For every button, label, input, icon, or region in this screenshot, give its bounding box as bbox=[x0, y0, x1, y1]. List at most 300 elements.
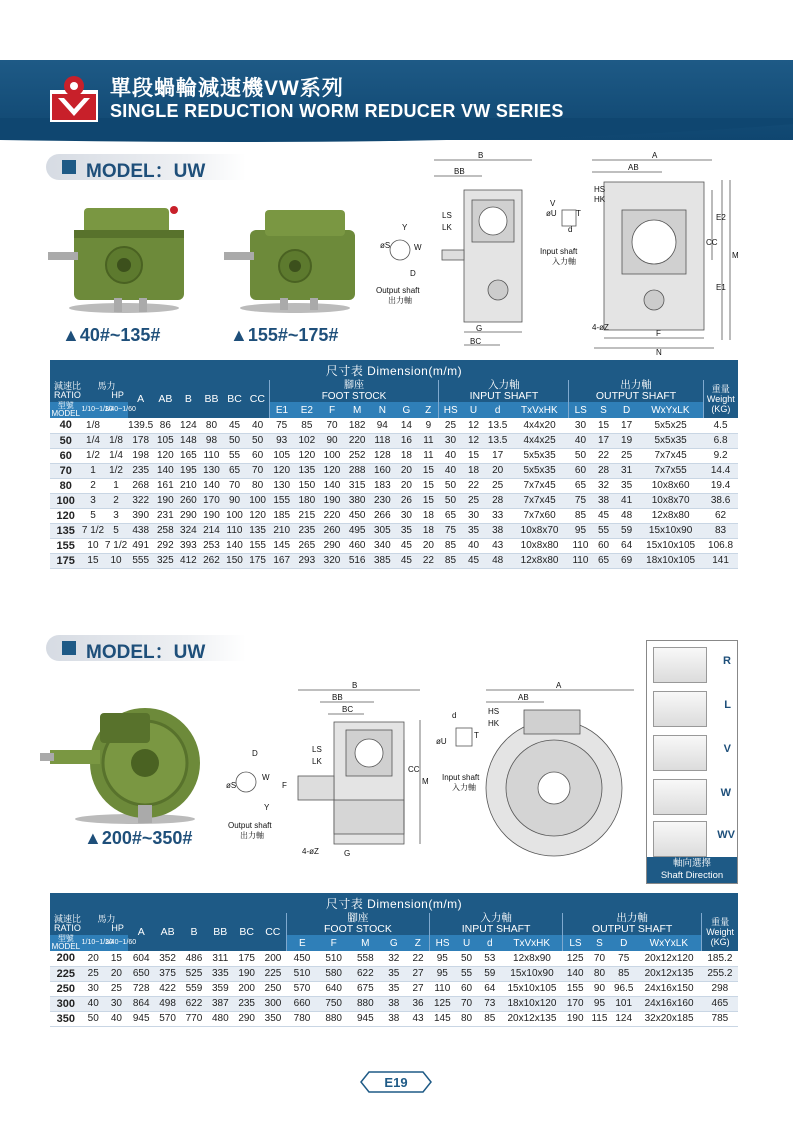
table-cell: 486 bbox=[181, 951, 207, 966]
shaft-option-r: R bbox=[649, 643, 737, 687]
table-cell: 250 bbox=[50, 981, 82, 996]
table-cell: 125 bbox=[563, 951, 588, 966]
svg-text:d: d bbox=[452, 711, 457, 720]
table-cell: 73 bbox=[478, 996, 501, 1011]
table-cell: 7 1/2 bbox=[104, 540, 128, 551]
table-cell: 770 bbox=[181, 1011, 207, 1026]
table-cell: 200 bbox=[50, 951, 82, 966]
table-cell: 50 bbox=[569, 448, 592, 463]
table-cell: 20 bbox=[105, 966, 128, 981]
table-cell: 292 bbox=[154, 538, 177, 553]
output-shaft-header: 出力軸 OUTPUT SHAFT bbox=[569, 380, 703, 402]
table-cell: 570 bbox=[154, 1011, 180, 1026]
table-cell: 19.4 bbox=[703, 478, 738, 493]
table-cell: 498 bbox=[154, 996, 180, 1011]
table-cell: 15 bbox=[418, 478, 439, 493]
table-cell: 22 bbox=[592, 448, 615, 463]
table-cell: 135 bbox=[50, 523, 81, 538]
table-cell: 175 bbox=[246, 553, 269, 568]
table-cell: 28 bbox=[485, 493, 510, 508]
table-cell: 175 bbox=[233, 951, 259, 966]
table-cell: 120 bbox=[294, 448, 319, 463]
table-cell: 15 bbox=[81, 553, 104, 568]
table-cell: 300 bbox=[50, 996, 82, 1011]
table-cell: 185 bbox=[269, 508, 294, 523]
table-cell: 65 bbox=[439, 508, 462, 523]
reducer-diagram-icon bbox=[653, 691, 707, 727]
photo1-caption: ▲40#~135# bbox=[62, 325, 161, 345]
table-cell: 65 bbox=[223, 463, 246, 478]
table-cell: 120 bbox=[319, 463, 344, 478]
table-cell: 40 bbox=[246, 418, 269, 433]
svg-text:HK: HK bbox=[488, 719, 500, 728]
svg-text:HS: HS bbox=[488, 707, 500, 716]
table-cell: 190 bbox=[319, 493, 344, 508]
table-cell: 167 bbox=[269, 553, 294, 568]
table-cell: 260 bbox=[319, 523, 344, 538]
shaft-option-wv: WV bbox=[649, 817, 737, 857]
table-cell: 100 bbox=[50, 493, 81, 508]
table-row bbox=[50, 418, 738, 433]
table-cell: 268 bbox=[128, 478, 154, 493]
table-cell: 18 bbox=[395, 448, 418, 463]
table-cell: 50 bbox=[82, 1011, 105, 1026]
table-cell: 640 bbox=[318, 981, 350, 996]
table-cell: 80 bbox=[455, 1011, 478, 1026]
table-cell: 26 bbox=[395, 493, 418, 508]
table-cell: 18x10x105 bbox=[638, 553, 703, 568]
output-shaft-header-2: 出力軸 OUTPUT SHAFT bbox=[563, 913, 702, 935]
svg-text:4-øZ: 4-øZ bbox=[302, 847, 319, 856]
shaft-direction-caption: 軸向選擇 Shaft Direction bbox=[647, 857, 737, 883]
table-cell: 190 bbox=[233, 966, 259, 981]
table-row bbox=[50, 463, 738, 478]
svg-text:HS: HS bbox=[594, 185, 606, 194]
table-cell: 650 bbox=[128, 966, 154, 981]
table-cell: 75 bbox=[611, 951, 636, 966]
page-number-badge bbox=[355, 1068, 437, 1096]
table-cell: 110 bbox=[569, 538, 592, 553]
table-cell: 253 bbox=[200, 538, 223, 553]
reducer-diagram-icon bbox=[653, 779, 707, 815]
table-cell: 50 bbox=[223, 433, 246, 448]
table-cell: 5 bbox=[105, 523, 128, 538]
svg-text:LK: LK bbox=[312, 757, 322, 766]
table-cell: 95 bbox=[430, 951, 455, 966]
table-cell: 75 bbox=[269, 418, 294, 433]
table-cell: 15x10x90 bbox=[638, 523, 703, 538]
table-cell: 622 bbox=[181, 996, 207, 1011]
svg-text:Y: Y bbox=[264, 803, 270, 812]
table-cell: 55 bbox=[455, 966, 478, 981]
svg-text:G: G bbox=[476, 324, 483, 333]
table-cell: 22 bbox=[418, 553, 439, 568]
table-cell: 85 bbox=[294, 418, 319, 433]
table-cell: 235 bbox=[233, 996, 259, 1011]
table-cell: 18 bbox=[418, 523, 439, 538]
svg-text:T: T bbox=[474, 731, 479, 740]
table-cell: 62 bbox=[703, 508, 738, 523]
table-cell: 75 bbox=[439, 523, 462, 538]
dimension-table-1: 尺寸表 Dimension(m/m) 減速比 馬力 RATIO HP A AB B BB BC CC 腳座 FOOT STOCK 入力軸 INPUT SHAFT 出力軸 OUTPUT SHAFT 重量 Weight (KG) 型號 MODEL 1/10~1/30 1/40~1/60 E1 E2 F M N G Z HS U d TxVxHK LS S D WxYxLK 40 1/8 139.5 86 124 80 45 40 75 85 70 182 94 14 9 25 12 13.5 4x4x20 30 15 17 5x5x25 4.5 50 1/4 1/8 178 105 148 98 50 50 93 102 90 220 118 16 11 30 12 13.5 4x4x25 40 17 19 5x5x35 6.8 60 1/2 1/4 198 120 165 110 55 60 105 120 100 252 128 18 11 40 15 17 5x5x35 50 22 25 7x7x45 9.2 70 1 1/2 235 140 195 130 65 70 120 135 120 288 160 20 15 40 18 20 5x5x35 60 28 31 7x7x55 14.4 80 2 1 268 161 210 140 70 80 130 150 140 315 183 20 15 50 22 25 7x7x45 65 32 35 10x8x60 19.4 100 3 2 322 190 260 170 90 100 155 180 190 380 230 26 15 50 25 28 7x7x45 75 38 41 10x8x70 38.6 120 5 3 390 231 290 190 100 120 185 215 220 450 266 30 18 65 30 33 7x7x60 85 45 48 12x8x80 62 135 7 1/2 5 438 258 324 214 110 135 210 235 260 495 305 35 18 75 35 38 10x8x70 95 55 59 15x10x90 83 155 10 7 1/2 491 292 393 253 140 155 145 265 290 460 340 45 20 85 40 43 10x8x80 110 60 64 15x10x105 106.8 175 15 10 555 325 412 262 150 175 167 293 320 516 385 45 22 85 45 48 12x8x80 110 65 69 18x10x105 141 bbox=[50, 360, 738, 569]
table-cell: 1/4 bbox=[81, 433, 104, 448]
table-cell: 510 bbox=[318, 951, 350, 966]
table-cell: 41 bbox=[615, 493, 638, 508]
table-cell: 31 bbox=[615, 463, 638, 478]
table-cell: 35 bbox=[395, 523, 418, 538]
svg-text:LS: LS bbox=[442, 211, 452, 220]
table-cell: 2 bbox=[81, 478, 104, 493]
reducer-photo-small bbox=[44, 190, 204, 315]
table-cell: 35 bbox=[381, 966, 406, 981]
svg-text:E2: E2 bbox=[716, 213, 726, 222]
table-cell: 128 bbox=[370, 448, 395, 463]
reducer-photo-large bbox=[220, 200, 370, 315]
table-cell: 148 bbox=[177, 433, 200, 448]
table-cell: 750 bbox=[318, 996, 350, 1011]
table-cell: 38 bbox=[592, 493, 615, 508]
table-cell: 161 bbox=[154, 478, 177, 493]
table-cell: 40 bbox=[439, 448, 462, 463]
table-cell: 12x8x80 bbox=[510, 553, 569, 568]
table-cell: 60 bbox=[246, 448, 269, 463]
table-cell bbox=[105, 418, 128, 433]
table-cell: 85 bbox=[439, 538, 462, 553]
table-cell: 214 bbox=[200, 523, 223, 538]
table-cell: 59 bbox=[615, 523, 638, 538]
table-cell: 18 bbox=[418, 508, 439, 523]
table-cell: 15 bbox=[418, 463, 439, 478]
table-cell: 390 bbox=[128, 508, 154, 523]
table-cell: 305 bbox=[370, 523, 395, 538]
svg-text:øU: øU bbox=[546, 209, 557, 218]
table-cell: 40 bbox=[439, 463, 462, 478]
table-cell: 322 bbox=[128, 493, 154, 508]
table-cell: 5x5x35 bbox=[510, 463, 569, 478]
table-row bbox=[50, 448, 738, 463]
table-cell: 25 bbox=[439, 418, 462, 433]
svg-text:BB: BB bbox=[454, 167, 465, 176]
table-cell: 231 bbox=[154, 508, 177, 523]
table-cell: 324 bbox=[177, 523, 200, 538]
table-cell: 65 bbox=[569, 478, 592, 493]
svg-text:F: F bbox=[656, 329, 661, 338]
table-cell: 555 bbox=[128, 553, 154, 568]
table-cell: 230 bbox=[370, 493, 395, 508]
table-cell: 86 bbox=[154, 418, 177, 433]
table-cell: 5x5x35 bbox=[510, 448, 569, 463]
table-cell: 100 bbox=[223, 508, 246, 523]
table-cell: 36 bbox=[406, 996, 429, 1011]
table-cell: 3 bbox=[81, 493, 104, 508]
table-cell: 375 bbox=[154, 966, 180, 981]
svg-text:øU: øU bbox=[436, 737, 447, 746]
table-cell: 880 bbox=[349, 996, 381, 1011]
table-cell: 7 1/2 bbox=[81, 525, 105, 536]
table-cell: 210 bbox=[177, 478, 200, 493]
table-cell: 22 bbox=[406, 951, 429, 966]
table-cell: 380 bbox=[345, 493, 370, 508]
weight-header: 重量 Weight (KG) bbox=[703, 380, 738, 418]
table-cell: 450 bbox=[286, 951, 318, 966]
table-cell: 118 bbox=[370, 433, 395, 448]
table-cell: 13.5 bbox=[485, 418, 510, 433]
svg-text:D: D bbox=[252, 749, 258, 758]
table-cell: 43 bbox=[485, 538, 510, 553]
square-bullet-icon bbox=[62, 160, 76, 174]
table-cell: 155 bbox=[50, 538, 81, 553]
table-cell: 335 bbox=[207, 966, 233, 981]
table-row bbox=[50, 508, 738, 523]
table-cell: 30 bbox=[395, 508, 418, 523]
table-cell: 422 bbox=[154, 981, 180, 996]
table-cell: 30 bbox=[105, 996, 128, 1011]
table-cell: 59 bbox=[478, 966, 501, 981]
table-cell: 30 bbox=[82, 981, 105, 996]
reducer-photo-round bbox=[40, 695, 210, 825]
table-cell: 13.5 bbox=[485, 433, 510, 448]
reducer-diagram-icon bbox=[653, 821, 707, 857]
table-cell: 359 bbox=[207, 981, 233, 996]
svg-text:T: T bbox=[576, 209, 581, 218]
table-cell: 11 bbox=[418, 448, 439, 463]
table-cell: 141 bbox=[703, 553, 738, 568]
table-cell: 35 bbox=[381, 981, 406, 996]
page-title-cn: 單段蝸輪減速機VW系列 bbox=[110, 77, 344, 100]
table-cell: 198 bbox=[128, 448, 154, 463]
table-cell: 95 bbox=[430, 966, 455, 981]
table-cell: 15 bbox=[105, 951, 128, 966]
table-cell: 438 bbox=[128, 523, 154, 538]
table-cell: 30 bbox=[569, 418, 592, 433]
table-cell: 43 bbox=[406, 1011, 429, 1026]
table-cell: 50 bbox=[439, 493, 462, 508]
table-cell: 55 bbox=[592, 523, 615, 538]
table-cell: 155 bbox=[269, 493, 294, 508]
table-cell: 220 bbox=[319, 508, 344, 523]
table-cell: 185.2 bbox=[702, 951, 738, 966]
table-cell: 255.2 bbox=[702, 966, 738, 981]
table-cell: 290 bbox=[319, 538, 344, 553]
table-cell: 491 bbox=[128, 538, 154, 553]
table-cell: 30 bbox=[439, 433, 462, 448]
table-cell: 20x12x135 bbox=[636, 966, 701, 981]
table-cell: 19 bbox=[615, 433, 638, 448]
table-row bbox=[50, 433, 738, 448]
table-cell: 182 bbox=[345, 418, 370, 433]
table-cell: 38 bbox=[485, 523, 510, 538]
table-row bbox=[50, 966, 738, 981]
table-cell: 7x7x55 bbox=[638, 463, 703, 478]
table-cell: 18x10x120 bbox=[501, 996, 562, 1011]
table-cell: 14 bbox=[395, 418, 418, 433]
table-cell: 3 bbox=[105, 508, 128, 523]
table-cell: 110 bbox=[569, 553, 592, 568]
table-cell: 4x4x20 bbox=[510, 418, 569, 433]
table-cell: 258 bbox=[154, 523, 177, 538]
table-cell: 178 bbox=[128, 433, 154, 448]
table-cell: 48 bbox=[485, 553, 510, 568]
table-row bbox=[50, 493, 738, 508]
table-cell: 12x8x80 bbox=[638, 508, 703, 523]
table-cell: 139.5 bbox=[128, 418, 154, 433]
table-cell: 150 bbox=[223, 553, 246, 568]
reducer-diagram-icon bbox=[653, 647, 707, 683]
table-cell: 14.4 bbox=[703, 463, 738, 478]
table-cell: 25 bbox=[105, 981, 128, 996]
table-cell: 70 bbox=[455, 996, 478, 1011]
table-cell: 95 bbox=[569, 523, 592, 538]
table-cell: 15 bbox=[462, 448, 485, 463]
table-cell: 17 bbox=[592, 433, 615, 448]
ratio-hp-header: 減速比 馬力 RATIO HP bbox=[54, 381, 124, 400]
svg-text:Y: Y bbox=[402, 223, 408, 232]
svg-text:HK: HK bbox=[594, 195, 606, 204]
photo2-caption: ▲155#~175# bbox=[230, 325, 339, 345]
table-cell: 140 bbox=[563, 966, 588, 981]
table-cell: 155 bbox=[246, 538, 269, 553]
page-title-en: SINGLE REDUCTION WORM REDUCER VW SERIES bbox=[110, 101, 564, 121]
table-cell: 785 bbox=[702, 1011, 738, 1026]
table-cell: 130 bbox=[200, 463, 223, 478]
svg-text:入力軸: 入力軸 bbox=[452, 783, 476, 792]
table-cell: 101 bbox=[611, 996, 636, 1011]
table-cell: 70 bbox=[246, 463, 269, 478]
table-cell: 140 bbox=[154, 463, 177, 478]
table-cell: 2 bbox=[105, 493, 128, 508]
svg-text:øS: øS bbox=[226, 781, 237, 790]
table-cell: 945 bbox=[128, 1011, 154, 1026]
table-cell: 315 bbox=[345, 478, 370, 493]
svg-text:Input shaft: Input shaft bbox=[540, 247, 578, 256]
table-cell: 33 bbox=[485, 508, 510, 523]
table-cell: 1/2 bbox=[105, 463, 128, 478]
svg-text:入力軸: 入力軸 bbox=[552, 257, 576, 266]
table-cell: 38.6 bbox=[703, 493, 738, 508]
table-cell: 220 bbox=[345, 433, 370, 448]
table-cell: 25 bbox=[82, 966, 105, 981]
shaft-option-v: V bbox=[649, 731, 737, 775]
table-cell: 110 bbox=[430, 981, 455, 996]
table-cell: 290 bbox=[233, 1011, 259, 1026]
table-cell: 45 bbox=[592, 508, 615, 523]
table-cell: 45 bbox=[395, 538, 418, 553]
svg-text:BC: BC bbox=[342, 705, 354, 714]
table-cell: 20 bbox=[82, 951, 105, 966]
table-cell: 880 bbox=[318, 1011, 350, 1026]
table-cell: 130 bbox=[269, 478, 294, 493]
table-cell: 15x10x90 bbox=[501, 966, 562, 981]
table-cell: 200 bbox=[260, 951, 286, 966]
table-cell: 22 bbox=[462, 478, 485, 493]
svg-text:Output shaft: Output shaft bbox=[228, 821, 272, 830]
table-cell: 64 bbox=[615, 538, 638, 553]
table-cell: 105 bbox=[154, 433, 177, 448]
table-cell: 190 bbox=[154, 493, 177, 508]
table-cell: 1/4 bbox=[105, 448, 128, 463]
table1-title: 尺寸表 Dimension(m/m) bbox=[50, 360, 738, 380]
table-cell: 15 bbox=[418, 493, 439, 508]
table-row bbox=[50, 951, 738, 966]
table-cell: 85 bbox=[569, 508, 592, 523]
svg-text:E1: E1 bbox=[716, 283, 726, 292]
table-row bbox=[50, 553, 738, 568]
table-cell: 15x10x105 bbox=[638, 538, 703, 553]
table-cell: 85 bbox=[439, 553, 462, 568]
table-cell: 190 bbox=[563, 1011, 588, 1026]
svg-text:E19: E19 bbox=[384, 1075, 408, 1090]
table-cell: 100 bbox=[319, 448, 344, 463]
table-cell: 10x8x70 bbox=[638, 493, 703, 508]
table-cell: 40 bbox=[462, 538, 485, 553]
table-cell: 120 bbox=[50, 508, 81, 523]
svg-text:Input shaft: Input shaft bbox=[442, 773, 480, 782]
table-cell: 35 bbox=[462, 523, 485, 538]
input-shaft-header-2: 入力軸 INPUT SHAFT bbox=[430, 913, 563, 935]
table-row bbox=[50, 538, 738, 553]
dimension-table-2: 尺寸表 Dimension(m/m) 減速比 馬力 RATIO HP A AB B BB BC CC 腳座 FOOT STOCK 入力軸 INPUT SHAFT 出力軸 OUTPUT SHAFT 重量 Weight (KG) 型號 MODEL 1/10~1/30 1/40~1/60 E F M G Z HS U d TxVxHK LS S D WxYxLK 200 20 15 604 352 486 311 175 200 450 510 558 32 22 95 50 53 12x8x90 125 70 75 20x12x120 185.2 225 25 20 650 375 525 335 190 225 510 580 622 35 27 95 55 59 15x10x90 140 80 85 20x12x135 255.2 250 30 25 728 422 559 359 200 250 570 640 675 35 27 110 60 64 15x10x105 155 90 96.5 24x16x150 298 300 40 30 864 498 622 387 235 300 660 750 880 38 36 125 70 73 18x10x120 170 95 101 24x16x160 465 350 50 40 945 570 770 480 290 350 780 880 945 38 43 145 80 85 20x12x135 190 115 124 32x20x185 785 bbox=[50, 893, 738, 1027]
table-cell: 780 bbox=[286, 1011, 318, 1026]
table-cell: 75 bbox=[569, 493, 592, 508]
shaft-option-l: L bbox=[649, 687, 737, 731]
table-cell: 385 bbox=[370, 553, 395, 568]
table-cell: 90 bbox=[223, 493, 246, 508]
table-cell: 300 bbox=[260, 996, 286, 1011]
table-cell: 60 bbox=[592, 538, 615, 553]
table-cell: 80 bbox=[200, 418, 223, 433]
table-cell: 140 bbox=[223, 538, 246, 553]
svg-text:B: B bbox=[352, 681, 358, 690]
table-cell: 140 bbox=[200, 478, 223, 493]
table-cell: 40 bbox=[569, 433, 592, 448]
svg-text:N: N bbox=[656, 348, 662, 357]
table-cell: 96.5 bbox=[611, 981, 636, 996]
table-cell: 18 bbox=[462, 463, 485, 478]
table-cell: 20 bbox=[485, 463, 510, 478]
table-cell: 1/8 bbox=[105, 433, 128, 448]
svg-text:A: A bbox=[556, 681, 562, 690]
table-cell: 45 bbox=[395, 553, 418, 568]
table-cell: 1 bbox=[105, 478, 128, 493]
table-cell: 32 bbox=[592, 478, 615, 493]
table-cell: 298 bbox=[702, 981, 738, 996]
table-cell: 90 bbox=[319, 433, 344, 448]
svg-text:D: D bbox=[410, 269, 416, 278]
model-label-1: MODEL：UW bbox=[46, 154, 246, 180]
table-cell: 660 bbox=[286, 996, 318, 1011]
table-cell: 9 bbox=[418, 418, 439, 433]
table-cell: 559 bbox=[181, 981, 207, 996]
svg-text:W: W bbox=[262, 773, 270, 782]
table-cell: 1/8 bbox=[81, 418, 104, 433]
shaft-option-w: W bbox=[649, 775, 737, 819]
table-cell: 25 bbox=[485, 478, 510, 493]
table-cell: 340 bbox=[370, 538, 395, 553]
table-cell: 40 bbox=[50, 418, 81, 433]
table-cell: 38 bbox=[381, 996, 406, 1011]
table-cell: 93 bbox=[269, 433, 294, 448]
table-cell: 17 bbox=[615, 418, 638, 433]
table-cell: 250 bbox=[260, 981, 286, 996]
table-cell: 70 bbox=[223, 478, 246, 493]
table-cell: 27 bbox=[406, 966, 429, 981]
header-wave bbox=[0, 118, 793, 148]
table-cell: 558 bbox=[349, 951, 381, 966]
svg-text:d: d bbox=[568, 225, 573, 234]
table-cell: 85 bbox=[611, 966, 636, 981]
table-cell: 235 bbox=[128, 463, 154, 478]
table-cell: 20x12x135 bbox=[501, 1011, 562, 1026]
